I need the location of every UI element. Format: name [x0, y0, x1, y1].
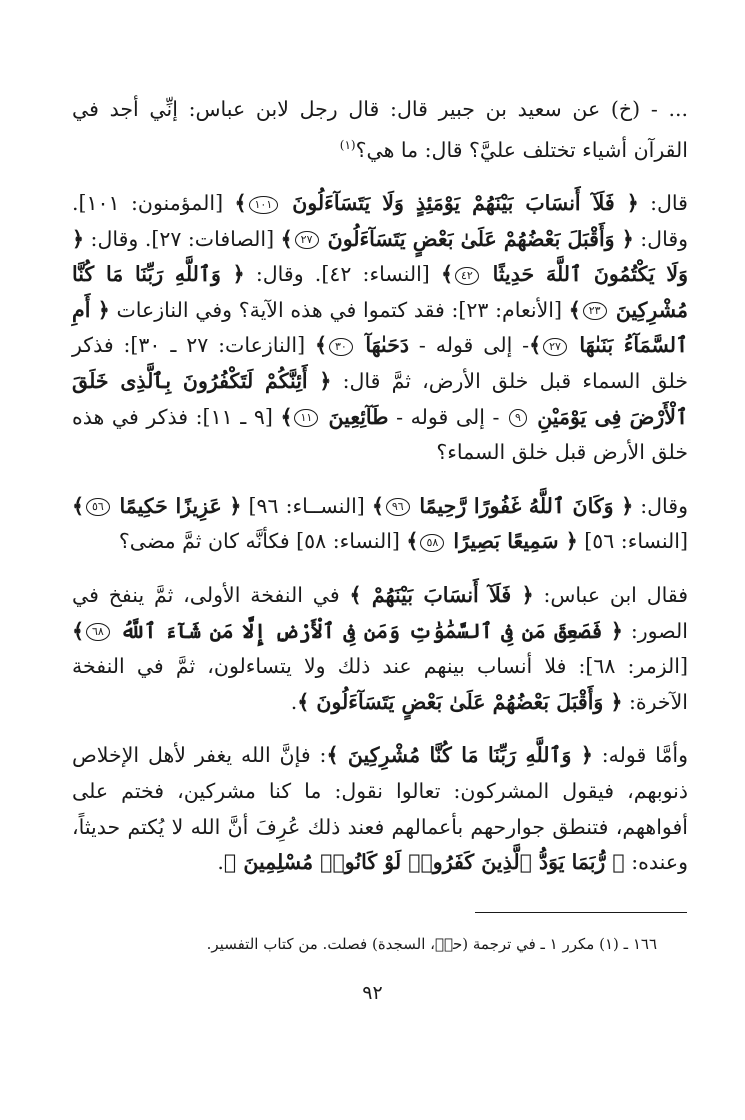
quran-quote: ﴿ سَمِيعًا بَصِيرًا [446, 529, 578, 554]
paragraph-text: [النساء: ٤٢]. وقال: [244, 262, 441, 287]
page-number: ٩٢ [362, 982, 383, 1004]
paragraph-text: [المؤمنون: ١٠١]. وقال: [72, 191, 689, 251]
paragraph-text: فقال ابن عباس: [533, 582, 689, 607]
quran-quote: ﴿ فَصَعِقَ مَن فِى ٱلسَّمَٰوَٰتِ وَمَن فِى ٱلْأَرْضِ إِلَّا مَن شَآءَ ٱللَّهُ [111, 618, 623, 643]
quran-quote: دَحَىٰهَآ [354, 333, 410, 358]
quran-quote: ﴾ [529, 333, 542, 358]
paragraph-text: - إلى قوله - [409, 333, 530, 358]
paragraph-text: وقال: [633, 493, 689, 518]
footnote-ref: (١) [339, 137, 356, 152]
quran-quote: ﴿ أَئِنَّكُمْ لَتَكْفُرُونَ بِٱلَّذِى خَلَقَ ٱلْأَرْضَ فِى يَوْمَيْنِ [72, 368, 688, 429]
quran-quote: ﴾ [72, 618, 85, 643]
quran-quote: ﴾ [280, 226, 293, 251]
quran-quote: ﴾ [371, 493, 384, 518]
paragraph-1 [72, 92, 688, 168]
quran-quote: ﴿ رُّبَمَا يَوَدُّ ٱلَّذِينَ كَفَرُوا۟ لَوْ كَانُوا۟ مُسْلِمِينَ ﴾ [223, 850, 625, 875]
ayah-number-marker: ٢٧ [295, 231, 319, 249]
quran-quote: ﴿ وَأَقْبَلَ بَعْضُهُمْ عَلَىٰ بَعْضٍ يَتَسَآءَلُونَ [320, 226, 634, 251]
ayah-number-marker: ٥٨ [420, 534, 444, 552]
quran-quote: ﴿ وَٱللَّهِ رَبِّنَا مَا كُنَّا مُشْرِكِينَ [72, 262, 688, 322]
paragraph-text: [٩ ـ ١١]: فذكر في هذه خلق الأرض قبل خلق السماء؟ [72, 404, 688, 465]
ayah-number-marker: ٤٢ [455, 267, 479, 285]
ayah-number-marker: ٣٠ [329, 338, 353, 356]
paragraph-text: . [290, 689, 298, 714]
quran-quote: طَآئِعِينَ [320, 404, 389, 429]
footnote-divider [475, 912, 687, 913]
quran-quote: ﴾ [315, 333, 328, 358]
ayah-number-marker: ١٠١ [249, 196, 279, 214]
quran-quote: ﴾ [440, 262, 453, 287]
ayah-number-marker: ٢٧ [543, 338, 567, 356]
quran-quote: ﴿ وَكَانَ ٱللَّهُ غَفُورًا رَّحِيمًا [411, 493, 634, 518]
paragraph-text: [الأنعام: ٢٣]: فقد كتموا في هذه الآية؟ وفي النازعات [109, 297, 569, 322]
paragraph-text: . [217, 850, 224, 875]
ayah-number-marker: ١١ [294, 409, 318, 427]
paragraph-text: [النازعات: ٢٧ ـ ٣٠]: فذكر خلق السماء قبل خلق الأرض، ثمَّ قال: [72, 333, 688, 393]
paragraph-text: [الزمر: ٦٨]: فلا أنساب بينهم عند ذلك ولا يتساءلون، ثمَّ في النفخة الآخرة: [72, 654, 688, 714]
paragraph-text: - إلى قوله - [388, 404, 508, 429]
paragraph-text: [النساء: ٥٨] فكأنَّه كان ثمَّ مضى؟ [118, 529, 407, 554]
paragraph-text: : فإنَّ الله يغفر لأهل الإخلاص ذنوبهم، فيقول المشركون: تعالوا نقول: ما كنا مشركين، فختم على أفواههم، فتنطق جوارحهم بأعمالهم فعند ذلك عُرِفَ أنَّ الله لا يُكتم حديثاً، وعنده: [72, 743, 688, 875]
paragraph-2 [72, 186, 688, 471]
paragraph-text: [النساء: ٥٦] [577, 529, 688, 554]
quran-quote: ﴿ وَأَقْبَلَ بَعْضُهُمْ عَلَىٰ بَعْضٍ يَتَسَآءَلُونَ ﴾ [297, 689, 623, 714]
ayah-number-marker: ٩٦ [386, 498, 410, 516]
quran-quote: ﴿ عَزِيزًا حَكِيمًا [111, 493, 242, 518]
quran-quote: ﴾ [406, 529, 419, 554]
paragraph-text: وأمَّا قوله: [592, 743, 688, 768]
quran-quote: ﴿ فَلَآ أَنسَابَ بَيْنَهُمْ يَوْمَئِذٍ وَلَا يَتَسَآءَلُونَ [280, 191, 639, 216]
quran-quote: ﴿ أَمِ ٱلسَّمَآءُ بَنَىٰهَا [72, 297, 688, 358]
quran-quote: ﴿ وَلَا يَكْتُمُونَ ٱللَّهَ حَدِيثًا [72, 226, 688, 287]
quran-quote: ﴾ [72, 493, 85, 518]
paragraph-5 [72, 738, 688, 880]
paragraph-3 [72, 489, 688, 560]
quran-quote: ﴿ فَلَآ أَنسَابَ بَيْنَهُمْ ﴾ [349, 582, 534, 607]
ayah-number-marker: ٦٨ [86, 623, 110, 641]
quran-quote: ﴾ [234, 191, 247, 216]
paragraph-text: في النفخة الأولى، ثمَّ ينفخ في الصور: [72, 582, 688, 643]
quran-quote: ﴿ وَٱللَّهِ رَبِّنَا مَا كُنَّا مُشْرِكِينَ ﴾ [326, 743, 593, 768]
quran-quote: ﴾ [568, 297, 581, 322]
paragraph-4 [72, 578, 688, 720]
quran-quote: ﴾ [280, 404, 293, 429]
paragraph-text: قال: [638, 191, 688, 216]
page-body [72, 92, 688, 881]
ayah-number-marker: ٥٦ [86, 498, 110, 516]
paragraph-text: ... - (خ) عن سعيد بن جبير قال: قال رجل لابن عباس: إنِّي أجد في القرآن أشياء تختلف عليَّ؟ قال: ما هي؟ [72, 97, 688, 162]
footnote: ١٦٦ ـ (١) مكرر ١ ـ في ترجمة (حمۤ، السجدة) فصلت. من كتاب التفسير. [206, 935, 657, 953]
paragraph-text: [الصافات: ٢٧]. وقال: [84, 226, 281, 251]
paragraph-text: [النســاء: ٩٦] [241, 493, 372, 518]
ayah-number-marker: ٢٣ [583, 302, 607, 320]
ayah-number-marker: ٩ [509, 409, 527, 427]
